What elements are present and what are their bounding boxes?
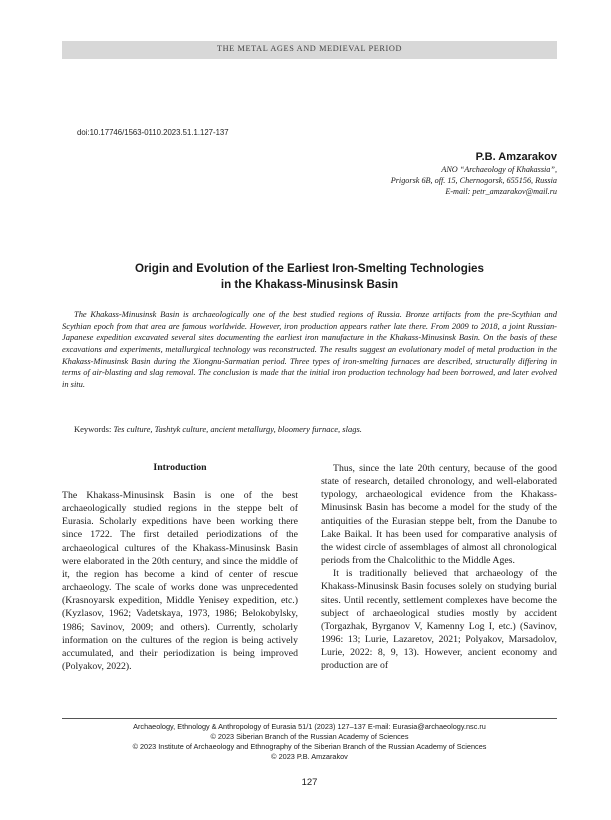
footer-copyright-2: © 2023 Institute of Archaeology and Ethnography of the Siberian Branch of the Russian Academy of Sciences	[132, 742, 487, 751]
right-column	[321, 462, 557, 673]
introduction-heading: Introduction	[153, 462, 207, 473]
section-header: THE METAL AGES AND MEDIEVAL PERIOD	[216, 44, 403, 53]
left-column	[62, 489, 298, 673]
abstract: The Khakass-Minusinsk Basin is archaeologically one of the best studied regions of Russia. Bronze artifacts from the pre-Scythian and Scythian epoch from that area are famous worldwide. However, iron production appears rather late there. From 2009 to 2018, a joint Russian-Japanese expedition excavated several sites documenting the earliest iron manufacture in the Khakass-Minusinsk Basin. On the basis of these excavations and experiments, metallurgical technology was reconstructed. The results suggest an evolutionary model of metal production in the Khakass-Minusinsk Basin during the Xiongnu-Sarmatian period. Three types of iron-smelting furnaces are described, structurally differing in terms of air-blasting and slag removal. The conclusion is made that the initial iron production technology had been borrowed, and later evolved in situ.	[62, 309, 557, 389]
keywords	[74, 424, 362, 434]
doi[interactable]: doi:10.17746/1563-0110.2023.51.1.127-137	[77, 128, 229, 137]
left-paragraph: The Khakass-Minusinsk Basin is one of the best archaeologically studied regions in the steppe belt of Eurasia. Scholarly expeditions have been working there since 1722. The first detailed periodizations of the archaeological cultures of the Khakass-Minusinsk Basin were elaborated in the 20th century, and since the middle of it, the region has become a kind of center of rescue archaeology. The scale of works done was unprecedented (Krasnoyarsk expedition, Middle Yenisey expedition, etc.) (Kyzlasov, 1962; Vadetskaya, 1973, 1986; Belokobylsky, 1986; Savinov, 2009; and others). Currently, scholarly information on the cultures of the region is being actively accumulated, and their periodization is being improved (Polyakov, 2022).	[62, 490, 298, 673]
page-number: 127	[301, 777, 318, 788]
right-paragraph-1: Thus, since the late 20th century, because of the good state of research, detailed chronology, and well-elaborated typology, archaeological evidence from the Khakass-Minusinsk Basin has become a model for the study of the antiquities of the Eurasian steppe belt, from the Danube to Lake Baikal. It has been used for comparative analysis of the widest circle of assemblages of almost all chronological periods from the Chalcolithic to the Middle Ages.	[321, 463, 557, 567]
article-title-line-1: Origin and Evolution of the Earliest Iron-Smelting Technologies	[135, 262, 484, 275]
footer-copyright-3: © 2023 P.B. Amzarakov	[271, 752, 348, 761]
footer-copyright-1: © 2023 Siberian Branch of the Russian Academy of Sciences	[210, 732, 409, 741]
author-address: Prigorsk 6B, off. 15, Chernogorsk, 655156, Russia	[390, 176, 557, 185]
author-name: P.B. Amzarakov	[475, 151, 557, 163]
footer-rule	[62, 718, 557, 719]
footer-journal-line: Archaeology, Ethnology & Anthropology of Eurasia 51/1 (2023) 127–137 E-mail: Eurasia@archaeology.nsc.ru	[133, 722, 486, 731]
author-email[interactable]: E-mail: petr_amzarakov@mail.ru	[445, 187, 557, 196]
keywords-value: Tes culture, Tashtyk culture, ancient metallurgy, bloomery furnace, slags.	[113, 424, 362, 434]
article-title-line-2: in the Khakass-Minusinsk Basin	[220, 278, 399, 291]
keywords-label: Keywords:	[74, 424, 112, 434]
author-affiliation: ANO “Archaeology of Khakassia”,	[441, 165, 557, 174]
right-paragraph-2: It is traditionally believed that archaeology of the Khakass-Minusinsk Basin focuses solely on studying burial sites. Until recently, settlement complexes have become the subject of archaeological studies mostly by accident (Torgazhak, Byrganov V, Kamenny Log I, etc.) (Savinov, 1996: 13; Lurie, Lazaretov, 2021; Polyakov, Marsadolov, Lurie, 2022: 8, 9, 13). However, ancient economy and production are of	[321, 568, 557, 672]
